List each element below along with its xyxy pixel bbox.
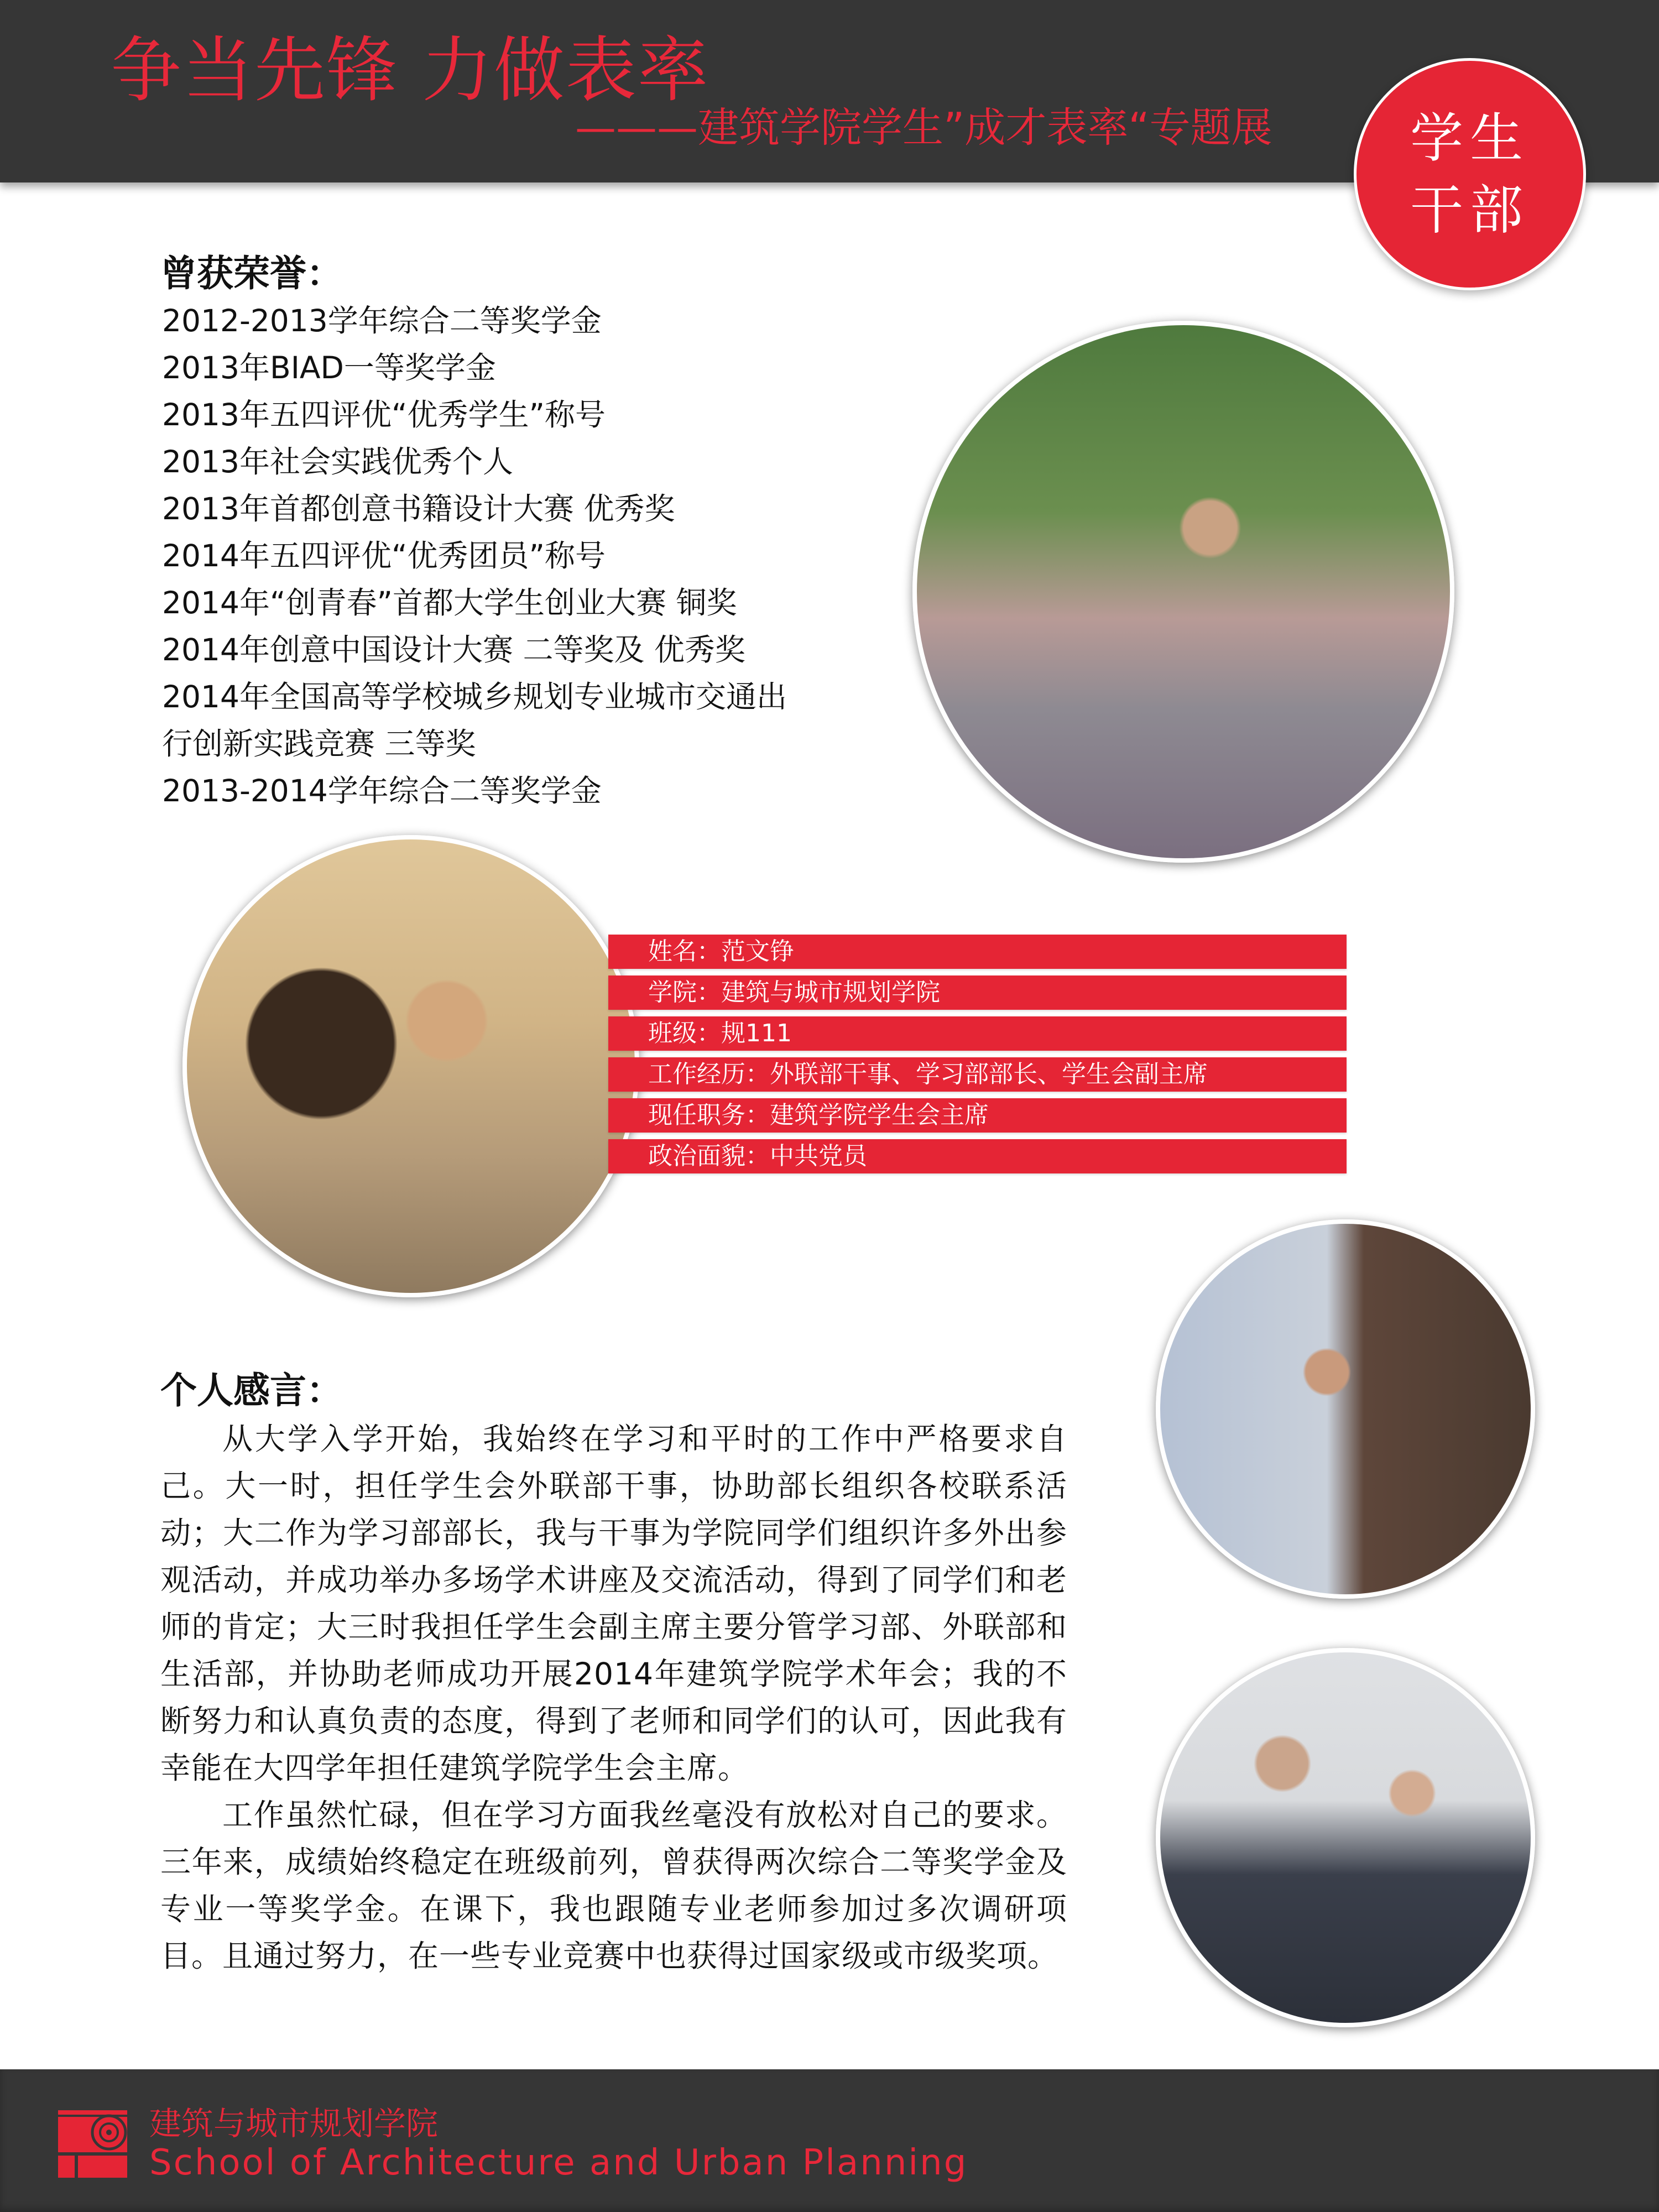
profile-college: 学院：建筑与城市规划学院 [608, 975, 1347, 1010]
profile-class: 班级：规111 [608, 1016, 1347, 1051]
profile-name: 姓名：范文铮 [608, 935, 1347, 969]
essay-paragraph: 从大学入学开始，我始终在学习和平时的工作中严格要求自己。大一时，担任学生会外联部干事，协助部长组织各校联系活动；大二作为学习部部长，我与干事为学院同学们组织许多外出参观活动，并成功举办多场学术讲座及交流活动，得到了同学们和老师的肯定；大三时我担任学生会副主席主要分管学习部、外联部和生活部，并协助老师成功开展2014年建筑学院学术年会；我的不断努力和认真负责的态度，得到了老师和同学们的认可，因此我有幸能在大四学年担任建筑学院学生会主席。 [160, 1421, 1067, 1786]
page-title: 争当先锋 力做表率 [111, 29, 709, 112]
photo-with-teacher [1156, 1648, 1535, 2027]
honor-item: 2014年全国高等学校城乡规划专业城市交通出 [162, 679, 787, 714]
honor-item: 2012-2013学年综合二等奖学金 [162, 303, 602, 338]
photo-campus-portrait [912, 321, 1454, 863]
personal-essay [160, 1416, 1067, 1980]
profile-info [608, 935, 1347, 1180]
badge-line-2: 干部 [1410, 179, 1530, 241]
photo-smiling-portrait [182, 835, 639, 1297]
honor-item: 2013年首都创意书籍设计大赛 优秀奖 [162, 491, 675, 526]
footer-school-name-cn: 建筑与城市规划学院 [149, 2105, 439, 2142]
page-subtitle: ———建筑学院学生”成才表率“专题展 [575, 104, 1272, 152]
school-logo-icon [58, 2107, 130, 2178]
honor-item: 2014年“创青春”首都大学生创业大赛 铜奖 [162, 585, 737, 620]
honors-heading: 曾获荣誉： [160, 252, 343, 295]
honor-item: 2014年创意中国设计大赛 二等奖及 优秀奖 [162, 632, 745, 667]
photo-travel [1156, 1219, 1535, 1599]
honor-item: 2013年五四评优“优秀学生”称号 [162, 397, 606, 432]
profile-experience: 工作经历：外联部干事、学习部部长、学生会副主席 [608, 1057, 1347, 1092]
honors-list [162, 298, 787, 815]
honor-item: 2013年BIAD一等奖学金 [162, 350, 496, 385]
honor-item: 行创新实践竞赛 三等奖 [162, 726, 476, 761]
badge-line-1: 学生 [1410, 107, 1530, 169]
honor-item: 2014年五四评优“优秀团员”称号 [162, 538, 606, 573]
essay-heading: 个人感言： [160, 1369, 343, 1412]
honor-item: 2013年社会实践优秀个人 [162, 444, 513, 479]
category-badge [1354, 58, 1586, 290]
essay-paragraph: 工作虽然忙碌，但在学习方面我丝毫没有放松对自己的要求。三年来，成绩始终稳定在班级前列，曾获得两次综合二等奖学金及专业一等奖学金。在课下，我也跟随专业老师参加过多次调研项目。且通过努力，在一些专业竞赛中也获得过国家级或市级奖项。 [160, 1797, 1067, 1974]
profile-current-position: 现任职务：建筑学院学生会主席 [608, 1098, 1347, 1133]
footer-school-name-en: School of Architecture and Urban Planning [149, 2142, 968, 2183]
profile-political-status: 政治面貌：中共党员 [608, 1139, 1347, 1173]
honor-item: 2013-2014学年综合二等奖学金 [162, 773, 602, 808]
